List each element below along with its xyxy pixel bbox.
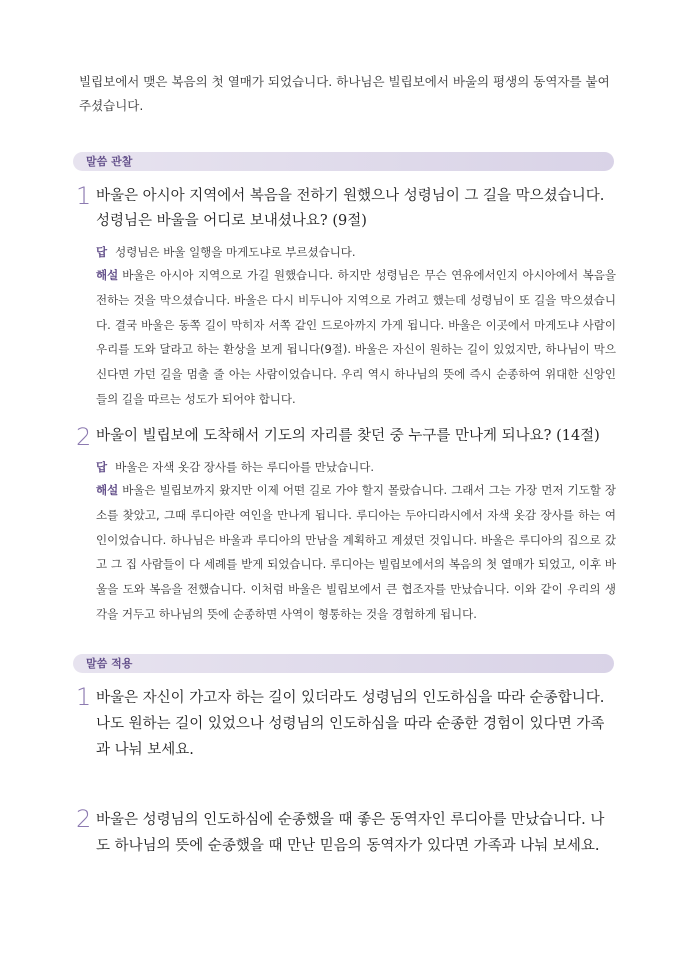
answer-label: 답 — [96, 460, 108, 474]
question-number: 1 — [76, 683, 92, 711]
answer-text: 성령님은 바울 일행을 마게도냐로 부르셨습니다. — [115, 245, 356, 259]
section-title: 말씀 관찰 — [86, 155, 133, 168]
answer-text: 바울은 자색 옷감 장사를 하는 루디아를 만났습니다. — [115, 460, 374, 474]
question-text: 바울은 자신이 가고자 하는 길이 있더라도 성령님의 인도하심을 따라 순종합니다. 나도 원하는 길이 있었으나 성령님의 인도하심을 따라 순종한 경험이 있다면 가족과 나눠 보세요. — [96, 690, 605, 758]
explanation-block — [96, 478, 616, 627]
intro-paragraph: 빌립보에서 맺은 복음의 첫 열매가 되었습니다. 하나님은 빌립보에서 바울의 평생의 동역자를 붙여 주셨습니다. — [79, 74, 610, 113]
explanation-label: 해설 — [96, 483, 119, 497]
question-number: 2 — [76, 423, 92, 451]
answer-row — [96, 455, 616, 479]
question-text: 바울은 성령님의 인도하심에 순종했을 때 좋은 동역자인 루디아를 만났습니다. 나도 하나님의 뜻에 순종했을 때 만난 믿음의 동역자가 있다면 가족과 나눠 보세요. — [96, 812, 605, 854]
answer-row — [96, 240, 616, 264]
explanation-block — [96, 263, 616, 412]
question-text: 바울이 빌립보에 도착해서 기도의 자리를 찾던 중 누구를 만나게 되나요? (14절) — [96, 428, 600, 444]
question-text: 바울은 아시아 지역에서 복음을 전하기 원했으나 성령님이 그 길을 막으셨습니다. 성령님은 바울을 어디로 보내셨나요? (9절) — [96, 188, 605, 229]
explanation-text: 바울은 빌립보까지 왔지만 이제 어떤 길로 가야 할지 몰랐습니다. 그래서 그는 가장 먼저 기도할 장소를 찾았고, 그때 루디아란 여인을 만나게 됩니다. 루디아는 두아디라시에서 자색 옷감 장사를 하는 여인이었습니다. 하나님은 바울과 루디아의 만남을 계획하고 계셨던 것입니다. 바울은 루디아의 집으로 갔고 그 집 사람들이 다 세례를 받게 되었습니다. 루디아는 빌립보에서의 복음의 첫 열매가 되었고, 이후 바울을 도와 복음을 전했습니다. 이처럼 바울은 빌립보에서 큰 협조자를 만났습니다. 이와 같이 우리의 생각을 거두고 하나님의 뜻에 순종하면 사역이 형통하는 것을 경험하게 됩니다. — [96, 483, 616, 621]
section-header-observation — [73, 152, 614, 171]
section-title: 말씀 적용 — [86, 657, 133, 670]
question-number: 1 — [76, 182, 92, 210]
section-header-application — [73, 654, 614, 673]
answer-label: 답 — [96, 245, 108, 259]
explanation-label: 해설 — [96, 268, 119, 282]
question-number: 2 — [76, 805, 92, 833]
explanation-text: 바울은 아시아 지역으로 가길 원했습니다. 하지만 성령님은 무슨 연유에서인지 아시아에서 복음을 전하는 것을 막으셨습니다. 바울은 다시 비두니아 지역으로 가려고 했는데 성령님이 또 길을 막으셨습니다. 결국 바울은 동쪽 길이 막히자 서쪽 같인 드로아까지 가게 됩니다. 바울은 이곳에서 마게도냐 사람이 우리를 도와 달라고 하는 환상을 보게 됩니다(9절). 바울은 자신이 원하는 길이 있었지만, 하나님이 막으신다면 가던 길을 멈출 줄 아는 사람이었습니다. 우리 역시 하나님의 뜻에 즉시 순종하여 위대한 신앙인들의 길을 따르는 성도가 되어야 합니다. — [96, 268, 616, 406]
